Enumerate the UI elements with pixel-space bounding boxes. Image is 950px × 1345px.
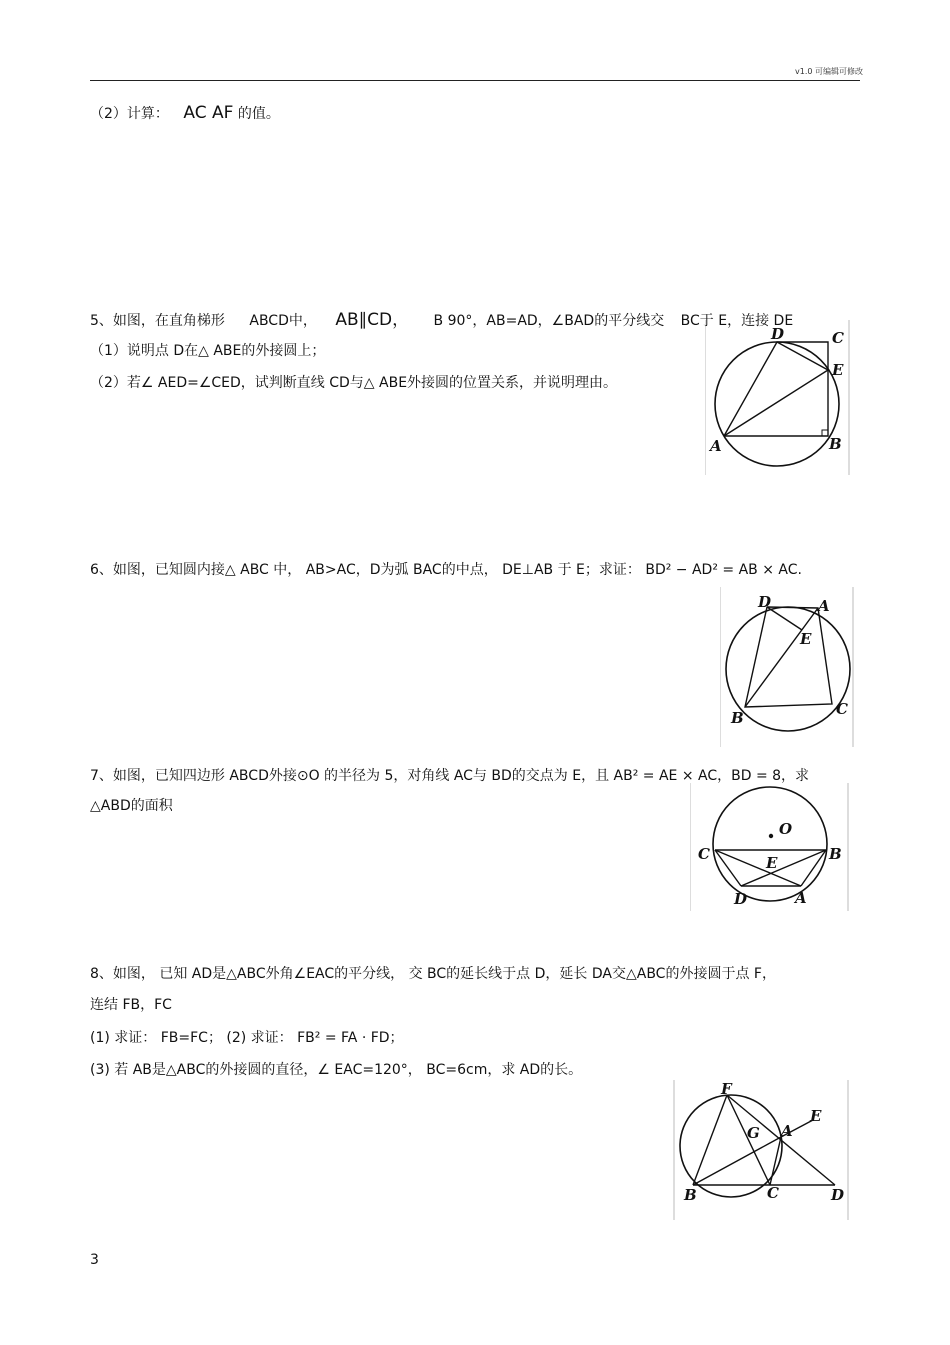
- q5-line1-a: 5、如图，在直角梯形: [90, 313, 225, 329]
- q6-label-a: A: [818, 597, 830, 615]
- q6-label-c: C: [836, 700, 848, 718]
- q8-label-e: E: [810, 1107, 822, 1125]
- q5-line3: （2）若∠ AED=∠CED，试判断直线 CD与△ ABE外接圆的位置关系，并说明理由。: [90, 375, 618, 391]
- q8-line1: 8、如图， 已知 AD是△ABC外角∠EAC的平分线， 交 BC的延长线于点 D，延长 DA交△ABC的外接圆于点 F，: [90, 966, 776, 982]
- q6-figure: [720, 587, 855, 747]
- q5-line1-c: AB∥CD，: [335, 310, 410, 330]
- q8-line4: (3) 若 AB是△ABC的外接圆的直径，∠ EAC=120°， BC=6cm，求 AD的长。: [90, 1062, 583, 1078]
- q7-circle: [713, 787, 827, 901]
- q6-label-b: B: [731, 709, 744, 727]
- q7-label-b: B: [829, 845, 842, 863]
- q7-figure: [690, 783, 850, 913]
- q8-line-ba: [693, 1137, 781, 1185]
- q7-label-o: O: [779, 820, 793, 838]
- q8-line2: 连结 FB，FC: [90, 997, 172, 1013]
- q5-trapezoid: [724, 342, 828, 436]
- q4-part2: [90, 104, 280, 123]
- q6-line-de: [767, 607, 802, 630]
- q5-circle: [715, 342, 839, 466]
- q7-line1: 7、如图，已知四边形 ABCD外接⊙O 的半径为 5，对角线 AC与 BD的交点为 E，且 AB² = AE × AC，BD = 8，求: [90, 768, 810, 784]
- q4-part2-prefix: （2）计算：: [90, 106, 169, 122]
- q8-line-bf: [693, 1095, 727, 1185]
- q5-line2: （1）说明点 D在△ ABE的外接圆上；: [90, 343, 326, 359]
- q7-label-a: A: [795, 889, 807, 907]
- q8-label-d: D: [831, 1186, 845, 1204]
- q7-line2: △ABD的面积: [90, 798, 173, 814]
- q5-line1-d: B 90°，AB=AD，∠BAD的平分线交: [433, 313, 665, 329]
- q5-line1-e: BC于 E，连接 DE: [680, 313, 794, 329]
- q8-line3: (1) 求证： FB=FC； (2) 求证： FB² = FA · FD；: [90, 1030, 404, 1046]
- q8-label-f: F: [721, 1080, 732, 1098]
- q7-label-c: C: [698, 845, 710, 863]
- header-rule: [90, 80, 860, 81]
- q6-circle: [726, 607, 850, 731]
- q8-label-g: G: [747, 1124, 760, 1142]
- q6-quadrilateral: [745, 607, 832, 707]
- q8-label-c: C: [767, 1184, 779, 1202]
- q5-label-b: B: [829, 435, 842, 453]
- q6-label-e: E: [800, 630, 812, 648]
- q8-label-a: A: [781, 1122, 793, 1140]
- q8-circle: [680, 1095, 782, 1197]
- q5-label-a: A: [710, 437, 722, 455]
- q5-right-angle-mark: [822, 430, 828, 436]
- q7-center-o: [769, 834, 773, 838]
- q5-label-e: E: [832, 361, 844, 379]
- q5-label-c: C: [832, 329, 844, 347]
- q5-line-de: [777, 342, 828, 370]
- q4-part2-suffix: 的值。: [237, 106, 280, 122]
- q8-label-b: B: [684, 1186, 697, 1204]
- page-number: 3: [90, 1252, 99, 1268]
- q5-line1-b: ABCD中，: [249, 313, 317, 329]
- header-text: v1.0 可编辑可修改: [795, 67, 863, 76]
- q4-part2-expr: AC AF: [183, 103, 234, 123]
- q6-label-d: D: [758, 593, 772, 611]
- q7-label-e: E: [766, 854, 778, 872]
- q7-label-d: D: [734, 890, 748, 908]
- q5-label-d: D: [771, 325, 785, 343]
- q8-figure: [673, 1080, 851, 1222]
- q5-line-ae: [724, 370, 828, 436]
- q5-line1: [90, 311, 793, 330]
- q5-figure: [705, 320, 850, 475]
- q6-line1: 6、如图，已知圆内接△ ABC 中， AB>AC，D为弧 BAC的中点， DE⊥AB 于 E；求证： BD² − AD² = AB × AC.: [90, 562, 802, 578]
